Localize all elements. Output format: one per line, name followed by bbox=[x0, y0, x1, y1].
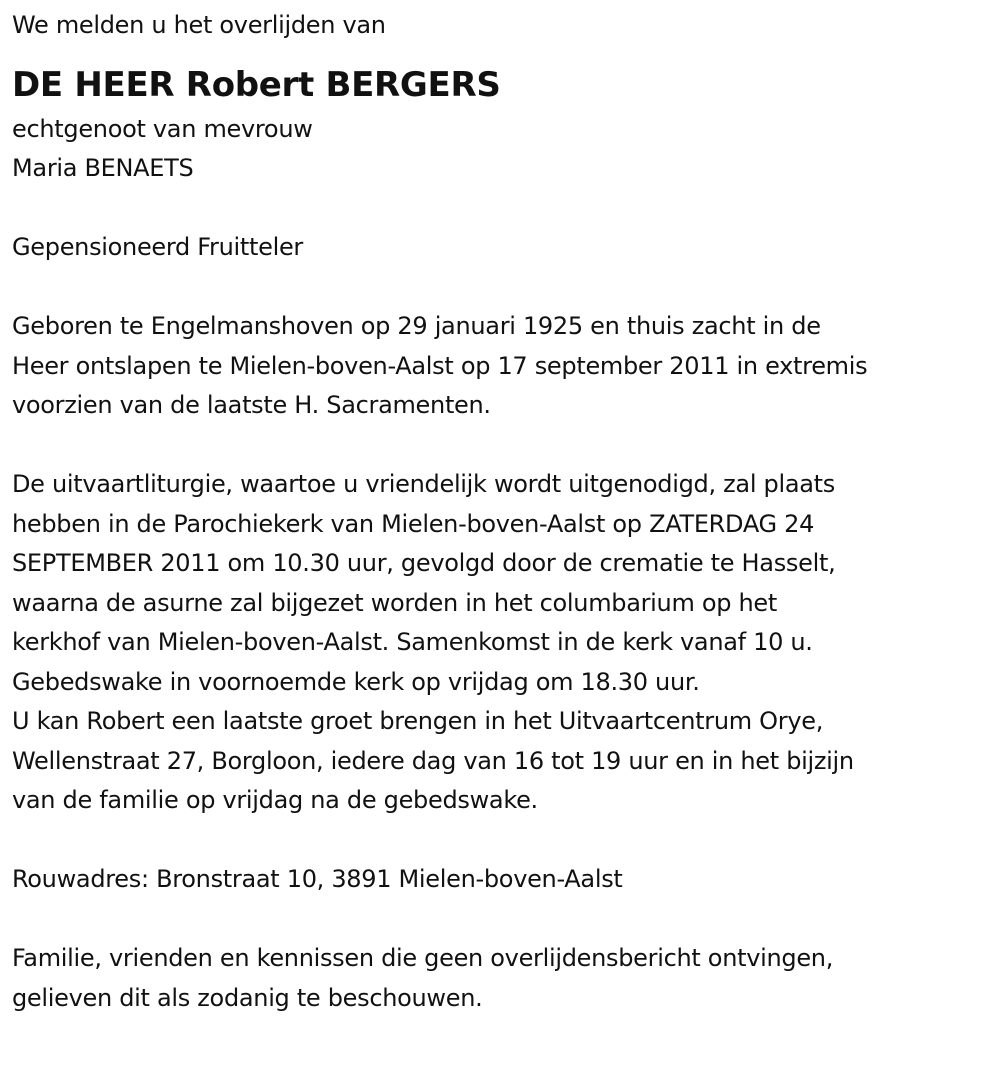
mourning-address: Rouwadres: Bronstraat 10, 3891 Mielen-boven-Aalst bbox=[12, 865, 623, 893]
funeral-line: SEPTEMBER 2011 om 10.30 uur, gevolgd door de crematie te Hasselt, bbox=[12, 549, 836, 577]
funeral-line: Wellenstraat 27, Borgloon, iedere dag van 16 tot 19 uur en in het bijzijn bbox=[12, 746, 854, 775]
birth-line: Heer ontslapen te Mielen-boven-Aalst op 17 september 2011 in extremis bbox=[12, 351, 868, 380]
closing-line: gelieven dit als zodanig te beschouwen. bbox=[12, 983, 483, 1012]
funeral-line: U kan Robert een laatste groet brengen in het Uitvaartcentrum Orye, bbox=[12, 707, 824, 735]
spouse-line: echtgenoot van mevrouw bbox=[12, 114, 313, 143]
funeral-line: De uitvaartliturgie, waartoe u vriendelijk wordt uitgenodigd, zal plaats bbox=[12, 470, 835, 498]
birth-line: voorzien van de laatste H. Sacramenten. bbox=[12, 391, 491, 419]
funeral-line: kerkhof van Mielen-boven-Aalst. Samenkomst in de kerk vanaf 10 u. bbox=[12, 628, 813, 656]
closing-line: Familie, vrienden en kennissen die geen overlijdensbericht ontvingen, bbox=[12, 944, 834, 972]
deceased-name: DE HEER Robert BERGERS bbox=[12, 64, 501, 105]
intro: We melden u het overlijden van bbox=[12, 11, 386, 39]
funeral-line: van de familie op vrijdag na de gebedswake. bbox=[12, 786, 538, 814]
funeral-line: waarna de asurne zal bijgezet worden in het columbarium op het bbox=[12, 588, 777, 617]
occupation: Gepensioneerd Fruitteler bbox=[12, 233, 303, 261]
birth-line: Geboren te Engelmanshoven op 29 januari 1925 en thuis zacht in de bbox=[12, 312, 821, 340]
funeral-line: hebben in de Parochiekerk van Mielen-boven-Aalst op ZATERDAG 24 bbox=[12, 509, 815, 538]
funeral-line: Gebedswake in voornoemde kerk op vrijdag om 18.30 uur. bbox=[12, 667, 700, 696]
spouse-name: Maria BENAETS bbox=[12, 154, 194, 182]
